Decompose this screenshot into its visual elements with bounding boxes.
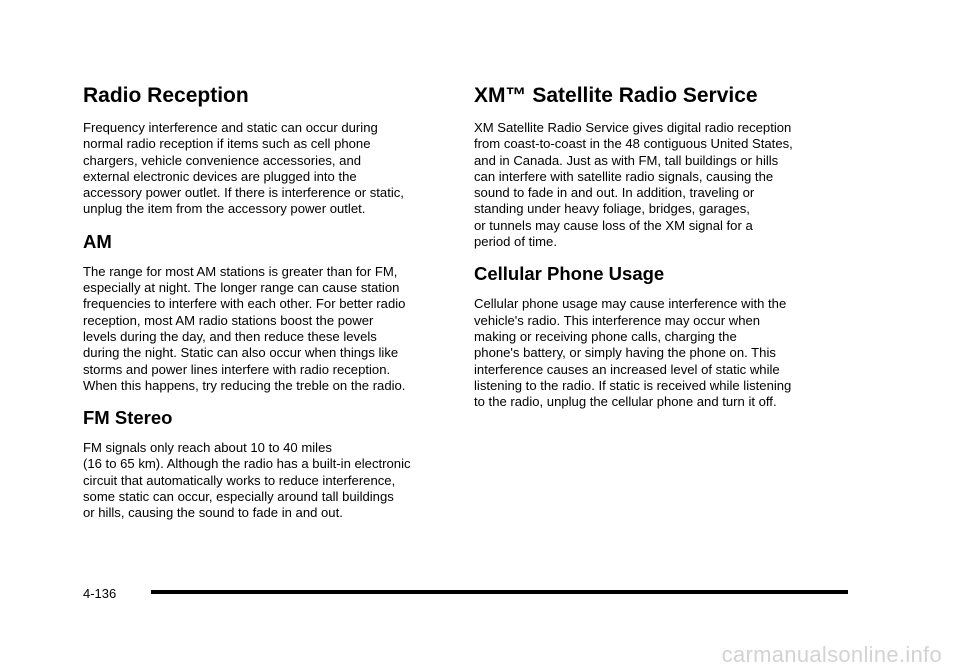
- heading-radio-reception: Radio Reception: [83, 84, 249, 107]
- body-fm-stereo: FM signals only reach about 10 to 40 miles (16 to 65 km). Although the radio has a built-in electronic circuit that automatically works to reduce interference, some static can occur, especially around tall buildings or hills, causing the sound to fade in and out.: [83, 440, 411, 521]
- heading-am: AM: [83, 230, 112, 252]
- section-fm-stereo: [83, 406, 457, 521]
- section-cellular-phone: [474, 262, 848, 410]
- section-xm-satellite: [474, 82, 848, 250]
- heading-cellular-phone: Cellular Phone Usage: [474, 263, 665, 285]
- page-number: 4-136: [83, 586, 117, 601]
- heading-fm-stereo: FM Stereo: [83, 407, 173, 429]
- body-xm-satellite: XM Satellite Radio Service gives digital radio reception from coast-to-coast in the 48 contiguous United States, and in Canada. Just as with FM, tall buildings or hills can interfere with satellite radio signals, causing the sound to fade in and out. In addition, traveling or standing under heavy foliage, bridges, garages, or tunnels may cause loss of the XM signal for a period of time.: [474, 120, 793, 250]
- footer-rule: [151, 590, 848, 594]
- heading-xm-satellite: XM™ Satellite Radio Service: [474, 84, 758, 107]
- right-column: [474, 82, 848, 410]
- section-am: [83, 230, 457, 394]
- watermark: carmanualsonline.info: [721, 642, 942, 667]
- body-radio-reception: Frequency interference and static can occur during normal radio reception if items such as cell phone chargers, vehicle convenience accessories, and external electronic devices are plugged into the accessory power outlet. If there is interference or static, unplug the item from the accessory power outlet.: [83, 120, 404, 217]
- left-column: [83, 82, 457, 522]
- body-am: The range for most AM stations is greater than for FM, especially at night. The longer range can cause station frequencies to interfere with each other. For better radio reception, most AM radio stations boost the power levels during the day, and then reduce these levels during the night. Static can also occur when things like storms and power lines interfere with radio reception. When this happens, try reducing the treble on the radio.: [83, 263, 406, 393]
- section-radio-reception: [83, 82, 457, 218]
- body-cellular-phone: Cellular phone usage may cause interference with the vehicle's radio. This interference may occur when making or receiving phone calls, charging the phone's battery, or simply having the phone on. This interference causes an increased level of static while listening to the radio. If static is received while listening to the radio, unplug the cellular phone and turn it off.: [474, 296, 792, 410]
